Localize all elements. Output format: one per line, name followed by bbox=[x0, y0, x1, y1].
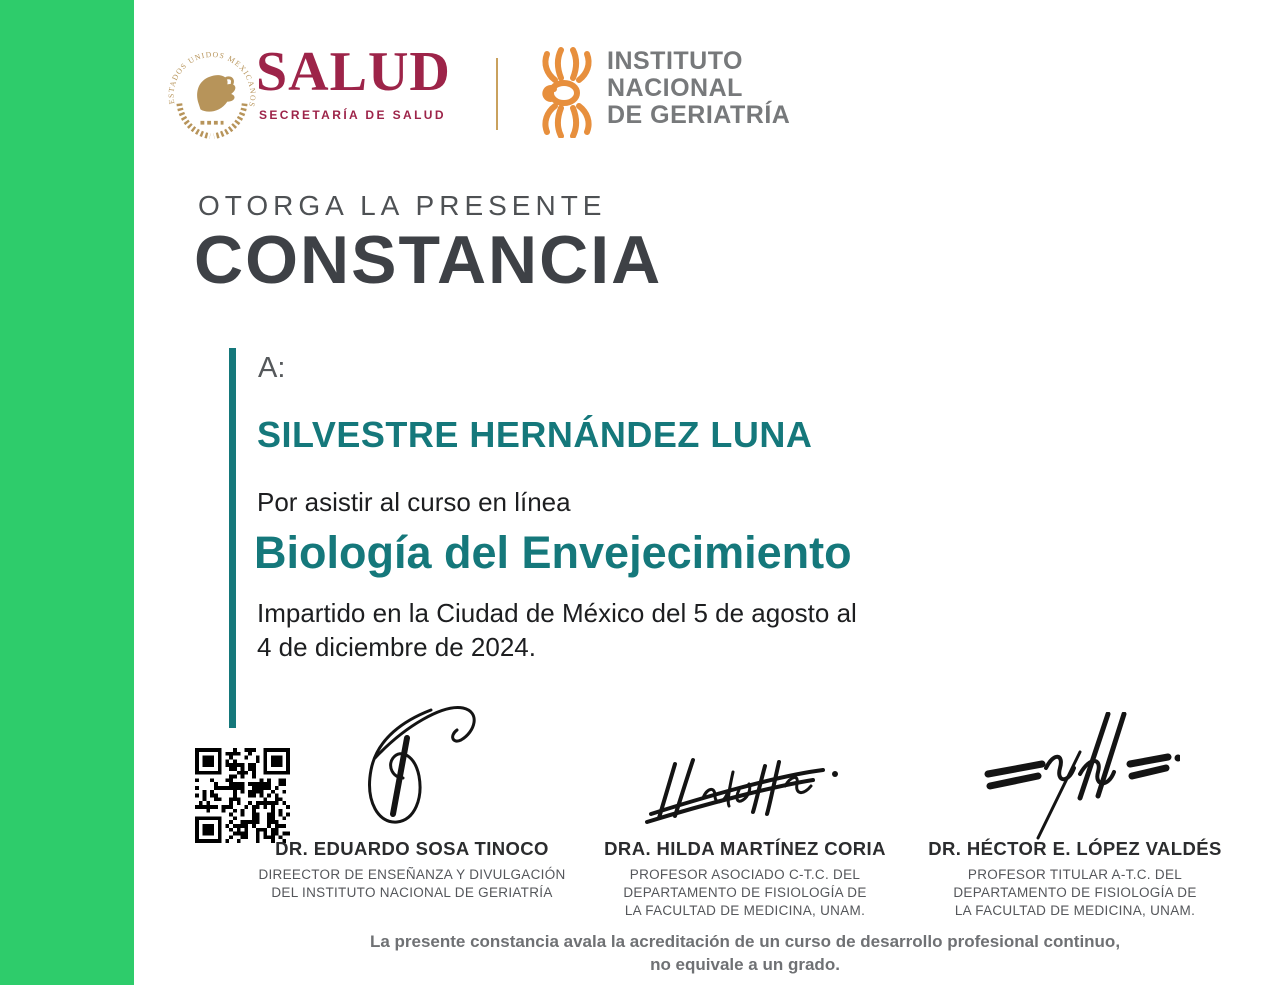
institute-name-line3: DE GERIATRÍA bbox=[607, 101, 791, 129]
signatory-title bbox=[247, 866, 577, 902]
certificate-title: CONSTANCIA bbox=[194, 222, 663, 298]
emblem-ring-text: ESTADOS UNIDOS MEXICANOS bbox=[166, 49, 258, 109]
institute-name bbox=[607, 48, 790, 129]
signatory-name: DR. EDUARDO SOSA TINOCO bbox=[275, 838, 549, 859]
otorga-la-presente-label: OTORGA LA PRESENTE bbox=[198, 190, 607, 221]
header-divider bbox=[496, 58, 498, 130]
qr-code-pattern bbox=[195, 748, 290, 843]
institute-name-line2: NACIONAL bbox=[607, 74, 743, 102]
signatory-title-line: DEPARTAMENTO DE FISIOLOGÍA DE bbox=[623, 885, 867, 900]
signatory-title-line: PROFESOR TITULAR A-T.C. DEL bbox=[967, 867, 1183, 882]
course-dates-line2: 4 de diciembre de 2024. bbox=[257, 632, 536, 662]
signatory-title-line: DIREECTOR DE ENSEÑANZA Y DIVULGACIÓN bbox=[258, 867, 566, 882]
green-side-band bbox=[0, 0, 134, 985]
mexican-coat-of-arms-icon bbox=[164, 40, 260, 146]
salud-wordmark: SALUD bbox=[256, 41, 451, 103]
recipient-name: SILVESTRE HERNÁNDEZ LUNA bbox=[257, 414, 813, 455]
signatory-block-hilda bbox=[580, 838, 910, 920]
signatory-title-line: LA FACULTAD DE MEDICINA, UNAM. bbox=[624, 903, 866, 918]
footer-disclaimer-line1: La presente constancia avala la acreditación de un curso de desarrollo profesional continuo, bbox=[369, 932, 1121, 951]
secretaria-de-salud-label: SECRETARÍA DE SALUD bbox=[259, 108, 446, 122]
institute-name-line1: INSTITUTO bbox=[607, 47, 743, 75]
signatory-title bbox=[580, 866, 910, 920]
inger-flower-logo-icon bbox=[527, 46, 599, 138]
footer-disclaimer-line2: no equivale a un grado. bbox=[650, 955, 840, 974]
signature-eduardo-sosa-icon bbox=[335, 698, 485, 840]
signatory-name: DR. HÉCTOR E. LÓPEZ VALDÉS bbox=[928, 838, 1222, 859]
signatory-name: DRA. HILDA MARTÍNEZ CORIA bbox=[604, 838, 886, 859]
recipient-label: A: bbox=[258, 352, 286, 384]
signature-hector-lopez-icon bbox=[980, 712, 1180, 842]
eagle-silhouette bbox=[197, 75, 235, 111]
course-intro: Por asistir al curso en línea bbox=[257, 487, 571, 517]
signature-hilda-martinez-icon bbox=[645, 750, 845, 832]
course-title: Biología del Envejecimiento bbox=[254, 527, 852, 578]
signatory-title-line: DEPARTAMENTO DE FISIOLOGÍA DE bbox=[953, 885, 1197, 900]
signatory-title-line: PROFESOR ASOCIADO C-T.C. DEL bbox=[629, 867, 861, 882]
footer-disclaimer bbox=[210, 930, 1280, 976]
qr-code bbox=[195, 748, 290, 843]
signatory-title-line: LA FACULTAD DE MEDICINA, UNAM. bbox=[954, 903, 1196, 918]
signatory-title-line: DEL INSTITUTO NACIONAL DE GERIATRÍA bbox=[271, 885, 553, 900]
signatory-block-eduardo bbox=[247, 838, 577, 902]
course-dates bbox=[257, 596, 857, 664]
course-dates-line1: Impartido en la Ciudad de México del 5 de agosto al bbox=[257, 598, 857, 628]
teal-accent-rule bbox=[229, 348, 236, 728]
signatory-title bbox=[910, 866, 1240, 920]
signatory-block-hector bbox=[910, 838, 1240, 920]
